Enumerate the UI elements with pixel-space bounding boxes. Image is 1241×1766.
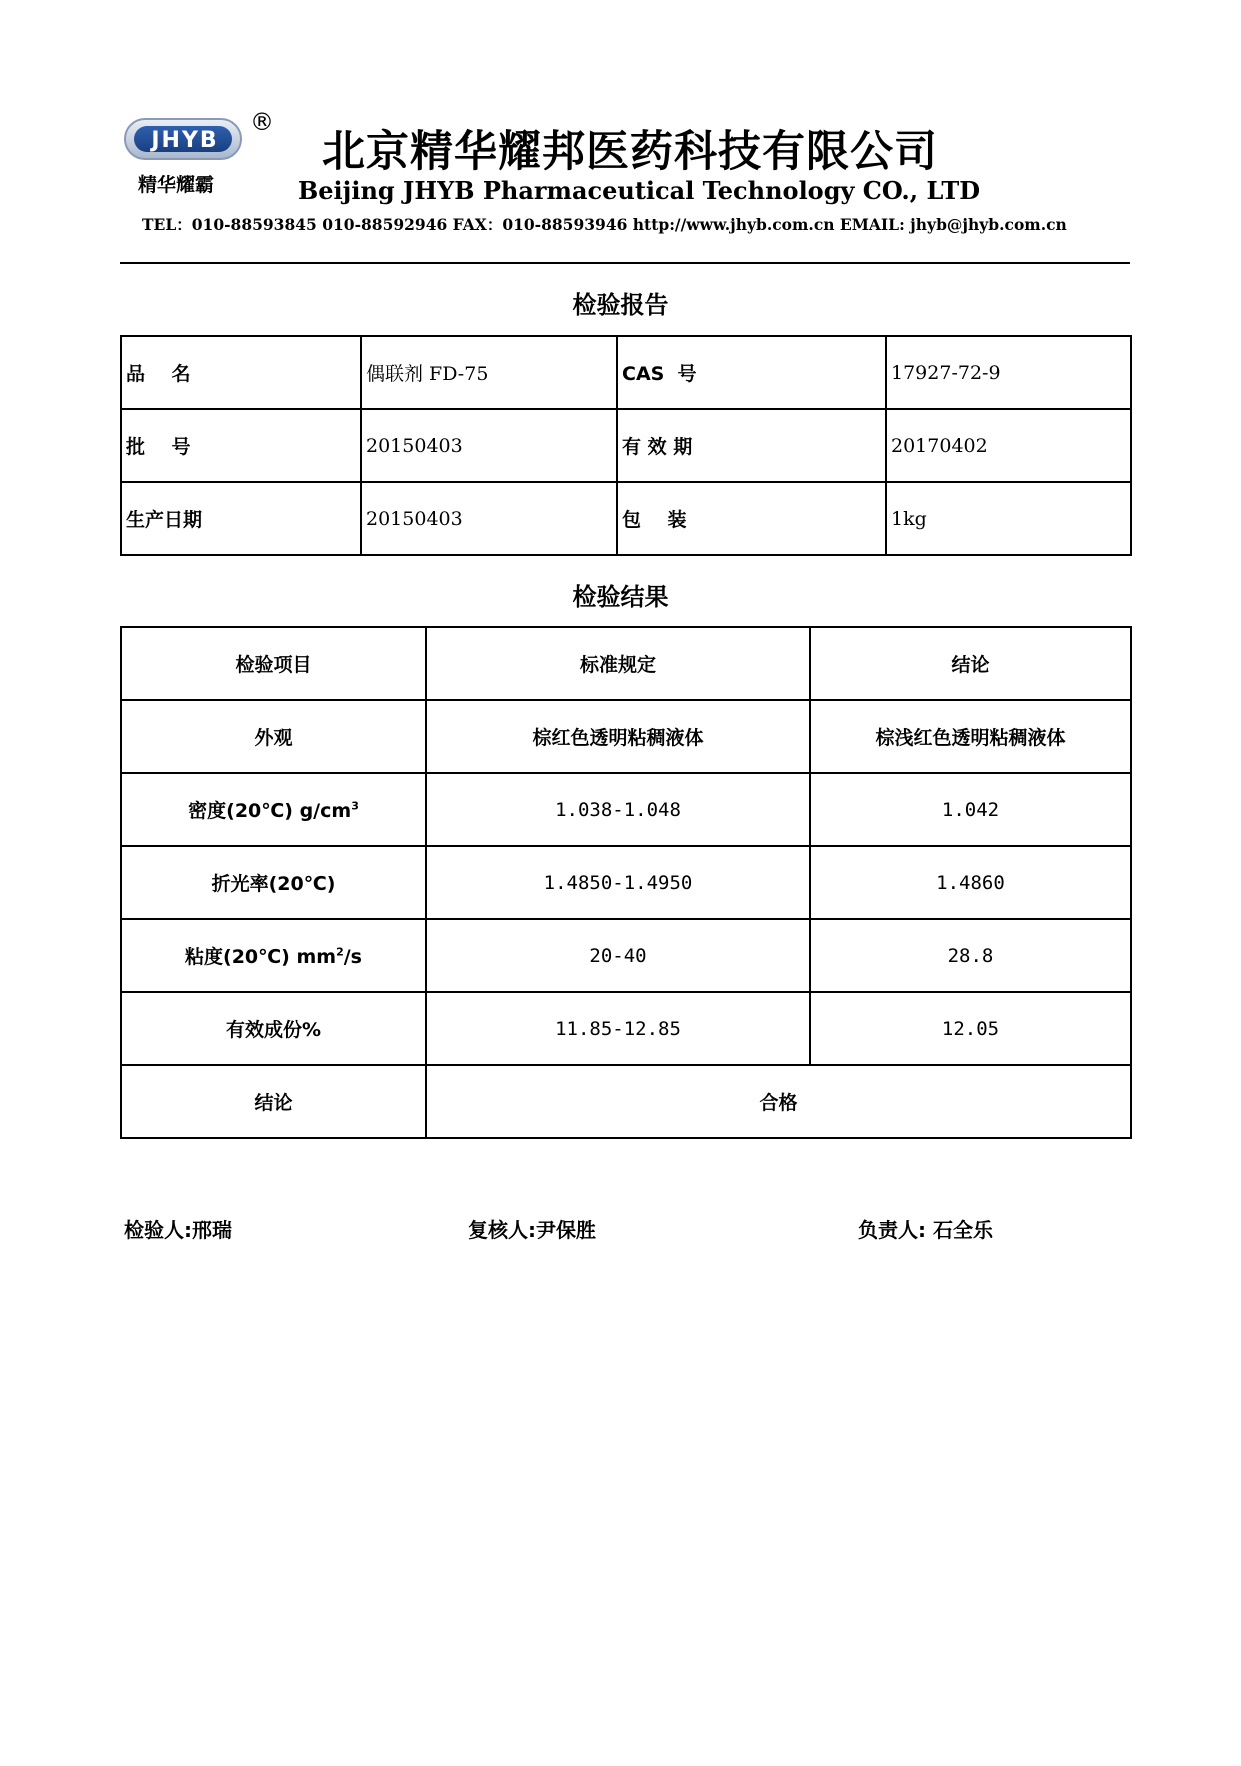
production-date-value: 20150403 — [361, 482, 617, 555]
header-standard: 标准规定 — [426, 627, 810, 700]
row-result: 1.042 — [810, 773, 1131, 846]
conclusion-value: 合格 — [426, 1065, 1131, 1138]
product-info-table — [120, 335, 1132, 556]
company-logo — [120, 108, 280, 208]
results-title: 检验结果 — [572, 583, 669, 611]
product-name-label: 品 名 — [121, 336, 361, 409]
registered-mark: ® — [250, 108, 274, 136]
row-standard: 11.85-12.85 — [426, 992, 810, 1065]
results-table — [120, 626, 1132, 1139]
cas-label: CAS 号 — [617, 336, 886, 409]
row-result: 12.05 — [810, 992, 1131, 1065]
row-standard: 棕红色透明粘稠液体 — [426, 700, 810, 773]
table-row — [121, 992, 1131, 1065]
table-row — [121, 409, 1131, 482]
row-standard: 1.4850-1.4950 — [426, 846, 810, 919]
header-conclusion: 结论 — [810, 627, 1131, 700]
package-value: 1kg — [886, 482, 1131, 555]
responsible-signature: 负责人: 石全乐 — [858, 1218, 993, 1242]
row-item: 折光率(20℃) — [121, 846, 426, 919]
production-date-label: 生产日期 — [121, 482, 361, 555]
company-name-chinese: 北京精华耀邦医药科技有限公司 — [322, 127, 938, 177]
conclusion-row — [121, 1065, 1131, 1138]
header-item: 检验项目 — [121, 627, 426, 700]
row-item: 有效成份% — [121, 992, 426, 1065]
batch-value: 20150403 — [361, 409, 617, 482]
logo-chinese-text: 精华耀霸 — [138, 174, 215, 196]
product-name-value: 偶联剂 FD-75 — [361, 336, 617, 409]
row-item: 密度(20℃) $g/cm^3$ — [121, 773, 426, 846]
table-row — [121, 846, 1131, 919]
cas-value: 17927-72-9 — [886, 336, 1131, 409]
reviewer-signature: 复核人:尹保胜 — [468, 1218, 596, 1242]
batch-label: 批 号 — [121, 409, 361, 482]
row-standard: 20-40 — [426, 919, 810, 992]
row-result: 棕浅红色透明粘稠液体 — [810, 700, 1131, 773]
expiry-value: 20170402 — [886, 409, 1131, 482]
row-item: 外观 — [121, 700, 426, 773]
row-standard: 1.038-1.048 — [426, 773, 810, 846]
company-name-english: Beijing JHYB Pharmaceutical Technology CO., LTD — [298, 176, 981, 205]
table-row — [121, 700, 1131, 773]
contact-line: TEL：010-88593845 010-88592946 FAX：010-88593946 http://www.jhyb.com.cn EMAIL: jhyb@jhyb.com.cn — [142, 215, 1067, 234]
report-title: 检验报告 — [572, 291, 669, 319]
expiry-label: 有 效 期 — [617, 409, 886, 482]
row-item: 粘度(20℃) $mm^2/s$ — [121, 919, 426, 992]
header-divider — [120, 262, 1130, 264]
inspector-signature: 检验人:邢瑞 — [124, 1218, 232, 1242]
logo-badge — [124, 118, 242, 160]
conclusion-label: 结论 — [121, 1065, 426, 1138]
table-row — [121, 336, 1131, 409]
row-result: 1.4860 — [810, 846, 1131, 919]
table-header-row — [121, 627, 1131, 700]
row-result: 28.8 — [810, 919, 1131, 992]
table-row — [121, 482, 1131, 555]
table-row — [121, 919, 1131, 992]
package-label: 包 装 — [617, 482, 886, 555]
logo-letters: JHYB — [151, 128, 219, 153]
table-row — [121, 773, 1131, 846]
